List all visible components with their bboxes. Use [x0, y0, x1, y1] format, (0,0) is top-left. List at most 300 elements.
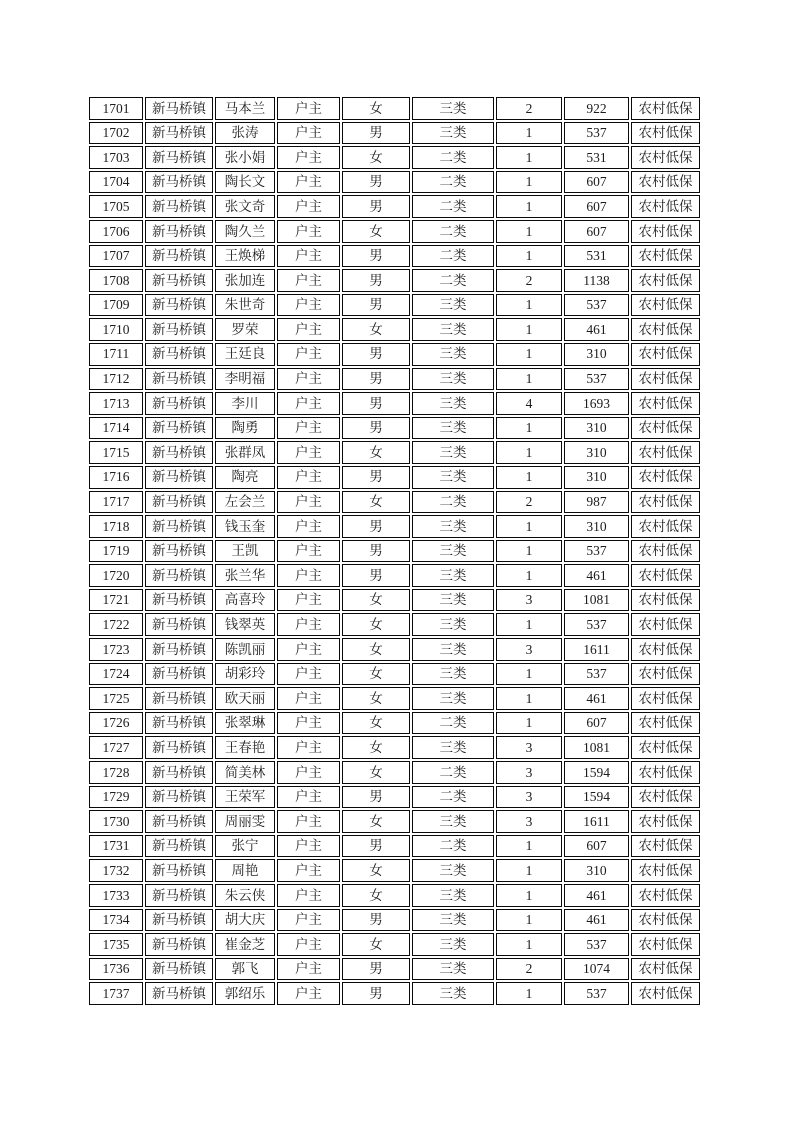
cell-category: 三类 [412, 294, 494, 317]
cell-gender: 女 [342, 491, 410, 514]
cell-people-count: 1 [496, 613, 562, 636]
cell-subsidy-type: 农村低保 [631, 638, 700, 661]
cell-amount: 310 [564, 515, 629, 538]
table-row [89, 835, 700, 858]
cell-people-count: 1 [496, 195, 562, 218]
table-row [89, 687, 700, 710]
cell-serial-no: 1722 [89, 613, 143, 636]
cell-people-count: 3 [496, 736, 562, 759]
cell-amount: 310 [564, 466, 629, 489]
cell-amount: 987 [564, 491, 629, 514]
table-row [89, 491, 700, 514]
cell-people-count: 3 [496, 589, 562, 612]
cell-name: 陶久兰 [215, 220, 275, 243]
cell-relation: 户主 [277, 171, 340, 194]
cell-people-count: 1 [496, 318, 562, 341]
table-row [89, 958, 700, 981]
cell-amount: 531 [564, 146, 629, 169]
cell-amount: 461 [564, 687, 629, 710]
cell-subsidy-type: 农村低保 [631, 122, 700, 145]
cell-name: 朱云侠 [215, 884, 275, 907]
cell-subsidy-type: 农村低保 [631, 441, 700, 464]
cell-gender: 男 [342, 294, 410, 317]
cell-people-count: 1 [496, 122, 562, 145]
cell-town: 新马桥镇 [145, 835, 213, 858]
cell-relation: 户主 [277, 417, 340, 440]
cell-town: 新马桥镇 [145, 761, 213, 784]
cell-name: 张涛 [215, 122, 275, 145]
cell-subsidy-type: 农村低保 [631, 613, 700, 636]
cell-subsidy-type: 农村低保 [631, 269, 700, 292]
cell-town: 新马桥镇 [145, 933, 213, 956]
cell-relation: 户主 [277, 97, 340, 120]
table-row [89, 589, 700, 612]
cell-category: 二类 [412, 269, 494, 292]
cell-amount: 607 [564, 171, 629, 194]
table-row [89, 417, 700, 440]
cell-amount: 607 [564, 195, 629, 218]
cell-gender: 男 [342, 245, 410, 268]
cell-amount: 1138 [564, 269, 629, 292]
cell-relation: 户主 [277, 294, 340, 317]
cell-amount: 607 [564, 712, 629, 735]
cell-serial-no: 1721 [89, 589, 143, 612]
cell-name: 欧天丽 [215, 687, 275, 710]
cell-subsidy-type: 农村低保 [631, 368, 700, 391]
cell-serial-no: 1728 [89, 761, 143, 784]
cell-category: 三类 [412, 638, 494, 661]
cell-relation: 户主 [277, 392, 340, 415]
cell-relation: 户主 [277, 958, 340, 981]
cell-relation: 户主 [277, 441, 340, 464]
cell-name: 胡大庆 [215, 909, 275, 932]
cell-amount: 1081 [564, 589, 629, 612]
cell-subsidy-type: 农村低保 [631, 392, 700, 415]
cell-amount: 607 [564, 220, 629, 243]
cell-relation: 户主 [277, 245, 340, 268]
cell-town: 新马桥镇 [145, 613, 213, 636]
cell-name: 张文奇 [215, 195, 275, 218]
cell-relation: 户主 [277, 613, 340, 636]
cell-serial-no: 1737 [89, 982, 143, 1005]
cell-subsidy-type: 农村低保 [631, 589, 700, 612]
cell-amount: 461 [564, 564, 629, 587]
cell-gender: 男 [342, 515, 410, 538]
cell-town: 新马桥镇 [145, 171, 213, 194]
cell-relation: 户主 [277, 589, 340, 612]
cell-category: 三类 [412, 859, 494, 882]
cell-town: 新马桥镇 [145, 343, 213, 366]
cell-name: 崔金芝 [215, 933, 275, 956]
cell-town: 新马桥镇 [145, 441, 213, 464]
cell-relation: 户主 [277, 835, 340, 858]
table-row [89, 466, 700, 489]
cell-serial-no: 1734 [89, 909, 143, 932]
cell-town: 新马桥镇 [145, 515, 213, 538]
cell-category: 三类 [412, 663, 494, 686]
cell-people-count: 1 [496, 687, 562, 710]
cell-relation: 户主 [277, 663, 340, 686]
cell-gender: 女 [342, 638, 410, 661]
cell-category: 二类 [412, 195, 494, 218]
table-row [89, 220, 700, 243]
cell-people-count: 2 [496, 269, 562, 292]
cell-category: 三类 [412, 958, 494, 981]
cell-subsidy-type: 农村低保 [631, 515, 700, 538]
cell-town: 新马桥镇 [145, 269, 213, 292]
cell-amount: 922 [564, 97, 629, 120]
cell-name: 郭绍乐 [215, 982, 275, 1005]
cell-subsidy-type: 农村低保 [631, 958, 700, 981]
cell-subsidy-type: 农村低保 [631, 736, 700, 759]
cell-gender: 女 [342, 736, 410, 759]
table-row [89, 982, 700, 1005]
cell-category: 二类 [412, 245, 494, 268]
cell-category: 三类 [412, 736, 494, 759]
cell-town: 新马桥镇 [145, 122, 213, 145]
cell-gender: 男 [342, 540, 410, 563]
cell-town: 新马桥镇 [145, 859, 213, 882]
cell-gender: 女 [342, 146, 410, 169]
cell-category: 三类 [412, 613, 494, 636]
cell-name: 胡彩玲 [215, 663, 275, 686]
cell-name: 王荣军 [215, 786, 275, 809]
cell-serial-no: 1713 [89, 392, 143, 415]
cell-name: 陶勇 [215, 417, 275, 440]
table-row [89, 810, 700, 833]
cell-category: 三类 [412, 933, 494, 956]
cell-category: 二类 [412, 146, 494, 169]
table-row [89, 859, 700, 882]
cell-gender: 男 [342, 909, 410, 932]
cell-people-count: 1 [496, 909, 562, 932]
cell-serial-no: 1729 [89, 786, 143, 809]
cell-people-count: 1 [496, 564, 562, 587]
cell-subsidy-type: 农村低保 [631, 466, 700, 489]
cell-category: 三类 [412, 441, 494, 464]
cell-category: 三类 [412, 564, 494, 587]
cell-name: 马本兰 [215, 97, 275, 120]
cell-town: 新马桥镇 [145, 245, 213, 268]
cell-category: 三类 [412, 122, 494, 145]
table-row [89, 441, 700, 464]
cell-serial-no: 1707 [89, 245, 143, 268]
table-row [89, 736, 700, 759]
cell-relation: 户主 [277, 859, 340, 882]
cell-subsidy-type: 农村低保 [631, 859, 700, 882]
cell-gender: 女 [342, 810, 410, 833]
cell-serial-no: 1736 [89, 958, 143, 981]
cell-subsidy-type: 农村低保 [631, 245, 700, 268]
cell-relation: 户主 [277, 564, 340, 587]
cell-town: 新马桥镇 [145, 589, 213, 612]
cell-gender: 女 [342, 761, 410, 784]
cell-relation: 户主 [277, 933, 340, 956]
cell-relation: 户主 [277, 736, 340, 759]
cell-amount: 310 [564, 859, 629, 882]
cell-name: 张翠琳 [215, 712, 275, 735]
cell-category: 三类 [412, 589, 494, 612]
table-row [89, 933, 700, 956]
cell-people-count: 1 [496, 884, 562, 907]
cell-gender: 男 [342, 343, 410, 366]
table-row [89, 318, 700, 341]
cell-name: 郭飞 [215, 958, 275, 981]
cell-serial-no: 1715 [89, 441, 143, 464]
cell-gender: 男 [342, 368, 410, 391]
cell-serial-no: 1711 [89, 343, 143, 366]
cell-town: 新马桥镇 [145, 638, 213, 661]
cell-gender: 女 [342, 613, 410, 636]
cell-name: 张兰华 [215, 564, 275, 587]
cell-name: 张宁 [215, 835, 275, 858]
cell-relation: 户主 [277, 515, 340, 538]
cell-gender: 男 [342, 564, 410, 587]
cell-category: 三类 [412, 909, 494, 932]
cell-gender: 男 [342, 171, 410, 194]
cell-subsidy-type: 农村低保 [631, 909, 700, 932]
cell-name: 李川 [215, 392, 275, 415]
cell-amount: 537 [564, 933, 629, 956]
cell-subsidy-type: 农村低保 [631, 884, 700, 907]
table-row [89, 638, 700, 661]
cell-town: 新马桥镇 [145, 884, 213, 907]
cell-gender: 男 [342, 122, 410, 145]
cell-town: 新马桥镇 [145, 318, 213, 341]
cell-town: 新马桥镇 [145, 97, 213, 120]
cell-gender: 男 [342, 466, 410, 489]
cell-relation: 户主 [277, 687, 340, 710]
cell-name: 张群凤 [215, 441, 275, 464]
cell-relation: 户主 [277, 220, 340, 243]
cell-people-count: 4 [496, 392, 562, 415]
cell-people-count: 3 [496, 786, 562, 809]
cell-people-count: 1 [496, 835, 562, 858]
cell-name: 简美林 [215, 761, 275, 784]
cell-subsidy-type: 农村低保 [631, 318, 700, 341]
cell-people-count: 1 [496, 417, 562, 440]
cell-town: 新马桥镇 [145, 466, 213, 489]
cell-category: 三类 [412, 884, 494, 907]
cell-subsidy-type: 农村低保 [631, 687, 700, 710]
cell-amount: 607 [564, 835, 629, 858]
cell-category: 三类 [412, 810, 494, 833]
cell-gender: 女 [342, 859, 410, 882]
cell-people-count: 2 [496, 491, 562, 514]
cell-people-count: 1 [496, 466, 562, 489]
cell-gender: 女 [342, 220, 410, 243]
cell-people-count: 3 [496, 810, 562, 833]
cell-serial-no: 1735 [89, 933, 143, 956]
cell-serial-no: 1727 [89, 736, 143, 759]
cell-name: 周丽雯 [215, 810, 275, 833]
cell-town: 新马桥镇 [145, 491, 213, 514]
cell-subsidy-type: 农村低保 [631, 835, 700, 858]
table-row [89, 392, 700, 415]
cell-category: 二类 [412, 835, 494, 858]
cell-amount: 1074 [564, 958, 629, 981]
cell-serial-no: 1704 [89, 171, 143, 194]
cell-serial-no: 1733 [89, 884, 143, 907]
cell-people-count: 1 [496, 515, 562, 538]
cell-amount: 461 [564, 318, 629, 341]
cell-gender: 男 [342, 786, 410, 809]
table-row [89, 146, 700, 169]
cell-people-count: 3 [496, 761, 562, 784]
cell-name: 王廷良 [215, 343, 275, 366]
cell-gender: 女 [342, 933, 410, 956]
cell-category: 三类 [412, 515, 494, 538]
cell-people-count: 1 [496, 171, 562, 194]
cell-name: 左会兰 [215, 491, 275, 514]
cell-gender: 女 [342, 441, 410, 464]
cell-serial-no: 1706 [89, 220, 143, 243]
cell-gender: 女 [342, 97, 410, 120]
cell-category: 三类 [412, 982, 494, 1005]
cell-amount: 1081 [564, 736, 629, 759]
cell-serial-no: 1714 [89, 417, 143, 440]
cell-serial-no: 1716 [89, 466, 143, 489]
cell-amount: 1693 [564, 392, 629, 415]
cell-relation: 户主 [277, 466, 340, 489]
cell-serial-no: 1732 [89, 859, 143, 882]
cell-serial-no: 1717 [89, 491, 143, 514]
cell-category: 二类 [412, 712, 494, 735]
cell-people-count: 1 [496, 294, 562, 317]
cell-serial-no: 1710 [89, 318, 143, 341]
subsidy-table [87, 95, 702, 1007]
cell-amount: 537 [564, 982, 629, 1005]
cell-town: 新马桥镇 [145, 786, 213, 809]
table-row [89, 171, 700, 194]
cell-people-count: 1 [496, 540, 562, 563]
cell-subsidy-type: 农村低保 [631, 171, 700, 194]
cell-gender: 男 [342, 392, 410, 415]
cell-town: 新马桥镇 [145, 982, 213, 1005]
cell-town: 新马桥镇 [145, 958, 213, 981]
cell-serial-no: 1725 [89, 687, 143, 710]
cell-gender: 男 [342, 269, 410, 292]
cell-category: 二类 [412, 491, 494, 514]
cell-amount: 310 [564, 441, 629, 464]
cell-serial-no: 1726 [89, 712, 143, 735]
cell-subsidy-type: 农村低保 [631, 294, 700, 317]
cell-serial-no: 1709 [89, 294, 143, 317]
cell-subsidy-type: 农村低保 [631, 146, 700, 169]
cell-gender: 女 [342, 687, 410, 710]
cell-gender: 男 [342, 835, 410, 858]
cell-people-count: 1 [496, 859, 562, 882]
table-row [89, 368, 700, 391]
cell-people-count: 1 [496, 146, 562, 169]
cell-category: 二类 [412, 761, 494, 784]
cell-serial-no: 1712 [89, 368, 143, 391]
cell-name: 张加连 [215, 269, 275, 292]
table-row [89, 122, 700, 145]
cell-serial-no: 1703 [89, 146, 143, 169]
cell-category: 二类 [412, 220, 494, 243]
cell-town: 新马桥镇 [145, 540, 213, 563]
cell-town: 新马桥镇 [145, 564, 213, 587]
cell-relation: 户主 [277, 638, 340, 661]
cell-subsidy-type: 农村低保 [631, 761, 700, 784]
cell-category: 三类 [412, 466, 494, 489]
cell-relation: 户主 [277, 786, 340, 809]
table-row [89, 712, 700, 735]
cell-relation: 户主 [277, 269, 340, 292]
cell-name: 高喜玲 [215, 589, 275, 612]
cell-serial-no: 1719 [89, 540, 143, 563]
cell-relation: 户主 [277, 712, 340, 735]
cell-town: 新马桥镇 [145, 294, 213, 317]
cell-amount: 1611 [564, 638, 629, 661]
cell-people-count: 1 [496, 933, 562, 956]
cell-people-count: 1 [496, 343, 562, 366]
cell-gender: 男 [342, 982, 410, 1005]
cell-category: 二类 [412, 171, 494, 194]
cell-relation: 户主 [277, 122, 340, 145]
cell-people-count: 2 [496, 958, 562, 981]
cell-amount: 537 [564, 613, 629, 636]
cell-town: 新马桥镇 [145, 810, 213, 833]
cell-relation: 户主 [277, 909, 340, 932]
cell-serial-no: 1723 [89, 638, 143, 661]
cell-name: 张小娟 [215, 146, 275, 169]
cell-gender: 女 [342, 589, 410, 612]
cell-name: 王春艳 [215, 736, 275, 759]
cell-relation: 户主 [277, 195, 340, 218]
cell-serial-no: 1702 [89, 122, 143, 145]
cell-serial-no: 1731 [89, 835, 143, 858]
cell-amount: 537 [564, 368, 629, 391]
cell-amount: 310 [564, 343, 629, 366]
cell-town: 新马桥镇 [145, 736, 213, 759]
cell-town: 新马桥镇 [145, 712, 213, 735]
cell-name: 陈凯丽 [215, 638, 275, 661]
cell-category: 二类 [412, 786, 494, 809]
cell-name: 王凯 [215, 540, 275, 563]
cell-amount: 537 [564, 663, 629, 686]
cell-subsidy-type: 农村低保 [631, 343, 700, 366]
cell-category: 三类 [412, 368, 494, 391]
cell-name: 朱世奇 [215, 294, 275, 317]
cell-town: 新马桥镇 [145, 392, 213, 415]
table-row [89, 515, 700, 538]
cell-subsidy-type: 农村低保 [631, 982, 700, 1005]
table-row [89, 761, 700, 784]
table-row [89, 343, 700, 366]
cell-people-count: 1 [496, 368, 562, 391]
cell-name: 罗荣 [215, 318, 275, 341]
cell-gender: 女 [342, 663, 410, 686]
cell-people-count: 1 [496, 220, 562, 243]
table-row [89, 786, 700, 809]
cell-name: 李明福 [215, 368, 275, 391]
table-row [89, 195, 700, 218]
table-row [89, 613, 700, 636]
cell-people-count: 2 [496, 97, 562, 120]
cell-amount: 1594 [564, 786, 629, 809]
cell-relation: 户主 [277, 884, 340, 907]
cell-people-count: 3 [496, 638, 562, 661]
cell-serial-no: 1720 [89, 564, 143, 587]
cell-people-count: 1 [496, 245, 562, 268]
table-row [89, 663, 700, 686]
cell-people-count: 1 [496, 712, 562, 735]
cell-relation: 户主 [277, 343, 340, 366]
cell-town: 新马桥镇 [145, 368, 213, 391]
cell-amount: 537 [564, 294, 629, 317]
